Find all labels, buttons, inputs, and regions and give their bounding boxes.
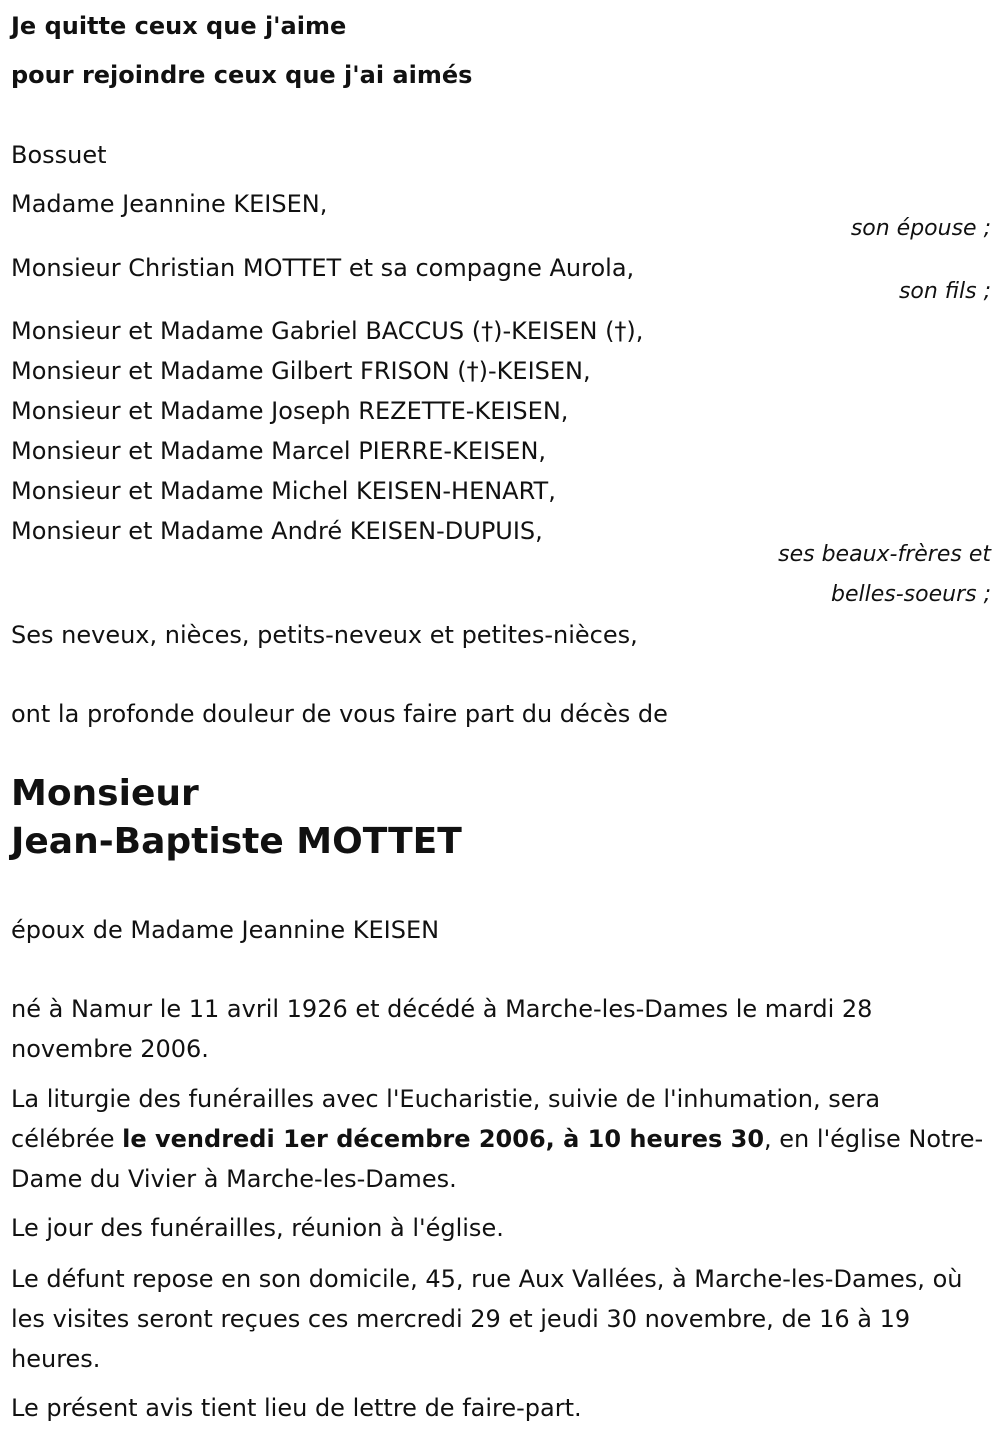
epigraph-line-1: Je quitte ceux que j'aime (11, 12, 347, 40)
inlaw-line-1: Monsieur et Madame Gabriel BACCUS (†)-KEISEN (†), (11, 317, 644, 345)
spouse-of-line: époux de Madame Jeannine KEISEN (11, 916, 440, 944)
inlaw-line-3: Monsieur et Madame Joseph REZETTE-KEISEN, (11, 397, 569, 425)
liturgy-date-emphasis: le vendredi 1er décembre 2006, à 10 heures 30 (122, 1125, 765, 1153)
inlaws-role-line-1: ses beaux-frères et (778, 542, 991, 567)
inlaw-line-5: Monsieur et Madame Michel KEISEN-HENART, (11, 477, 556, 505)
repose-paragraph: Le défunt repose en son domicile, 45, rue Aux Vallées, à Marche-les-Dames, où les visites seront reçues ces mercredi 29 et jeudi 30 novembre, de 16 à 19 heures. (11, 1265, 963, 1373)
nephews-line: Ses neveux, nièces, petits-neveux et petites-nièces, (11, 621, 638, 649)
announcement-line: ont la profonde douleur de vous faire part du décès de (11, 700, 668, 728)
liturgy-text-before: La liturgie des funérailles avec l'Eucharistie, suivie de l'inhumation, sera célébrée (11, 1085, 881, 1153)
inlaw-line-2: Monsieur et Madame Gilbert FRISON (†)-KEISEN, (11, 357, 591, 385)
liturgy-paragraph (11, 1079, 986, 1199)
inlaw-line-6: Monsieur et Madame André KEISEN-DUPUIS, (11, 517, 543, 545)
birth-death-paragraph: né à Namur le 11 avril 1926 et décédé à Marche-les-Dames le mardi 28 novembre 2006. (11, 995, 873, 1063)
son-role: son fils ; (898, 279, 991, 304)
spouse-role: son épouse ; (850, 216, 991, 241)
notice-paragraph: Le présent avis tient lieu de lettre de faire-part. (11, 1394, 582, 1422)
place-name: Bossuet (11, 141, 107, 169)
liturgy-text-after: , en l'église Notre-Dame du Vivier à Marche-les-Dames. (11, 1125, 984, 1193)
meeting-paragraph: Le jour des funérailles, réunion à l'église. (11, 1214, 504, 1242)
inlaws-role-line-2: belles-soeurs ; (831, 582, 991, 607)
epigraph-line-2: pour rejoindre ceux que j'ai aimés (11, 61, 473, 89)
deceased-name: Jean-Baptiste MOTTET (11, 821, 462, 862)
spouse-line: Madame Jeannine KEISEN, (11, 190, 328, 218)
son-line: Monsieur Christian MOTTET et sa compagne Aurola, (11, 254, 635, 282)
inlaw-line-4: Monsieur et Madame Marcel PIERRE-KEISEN, (11, 437, 547, 465)
deceased-title: Monsieur (11, 773, 199, 814)
